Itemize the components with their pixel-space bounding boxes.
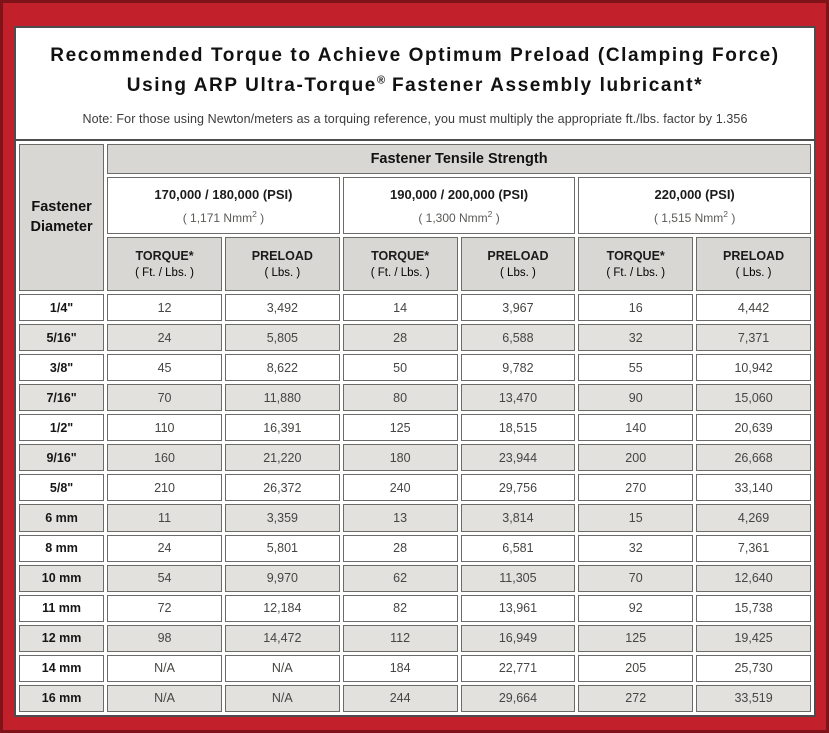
- torque-value-cell: 50: [343, 354, 458, 381]
- tensile-strength-header-row: [19, 144, 811, 174]
- title-section: [16, 28, 814, 141]
- diameter-cell: 11 mm: [19, 595, 104, 622]
- preload-value-cell: 29,756: [461, 474, 576, 501]
- preload-value-cell: 16,949: [461, 625, 576, 652]
- diameter-cell: 12 mm: [19, 625, 104, 652]
- preload-value-cell: 3,492: [225, 294, 340, 321]
- torque-value-cell: 210: [107, 474, 222, 501]
- table-row: [19, 685, 811, 712]
- table-row: [19, 354, 811, 381]
- psi-group-header-row: [19, 177, 811, 234]
- torque-value-cell: 72: [107, 595, 222, 622]
- preload-value-cell: 14,472: [225, 625, 340, 652]
- torque-table-wrap: [16, 141, 814, 715]
- preload-value-cell: 4,269: [696, 504, 811, 531]
- preload-value-cell: 22,771: [461, 655, 576, 682]
- torque-value-cell: 24: [107, 324, 222, 351]
- page-title-line1: Recommended Torque to Achieve Optimum Preload (Clamping Force): [50, 45, 780, 66]
- preload-col-header-1: PRELOAD ( Lbs. ): [225, 237, 340, 291]
- psi-group-header-1: [107, 177, 340, 234]
- preload-value-cell: 25,730: [696, 655, 811, 682]
- torque-value-cell: 55: [578, 354, 693, 381]
- torque-value-cell: 15: [578, 504, 693, 531]
- preload-value-cell: 9,782: [461, 354, 576, 381]
- torque-col-header-2: TORQUE* ( Ft. / Lbs. ): [343, 237, 458, 291]
- psi-rating-3: 220,000 (PSI): [654, 186, 735, 202]
- preload-value-cell: 13,470: [461, 384, 576, 411]
- column-header-row: [19, 237, 811, 291]
- torque-col-header-3: TORQUE* ( Ft. / Lbs. ): [578, 237, 693, 291]
- diameter-cell: 1/4": [19, 294, 104, 321]
- nmm-rating-1: ( 1,171 Nmm$^2$ ): [182, 208, 265, 225]
- table-row: [19, 444, 811, 471]
- corner-header-cell: Fastener Diameter: [19, 144, 104, 291]
- preload-value-cell: 6,581: [461, 535, 576, 562]
- table-row: [19, 474, 811, 501]
- preload-value-cell: 12,184: [225, 595, 340, 622]
- torque-col-header-1: TORQUE* ( Ft. / Lbs. ): [107, 237, 222, 291]
- torque-value-cell: 98: [107, 625, 222, 652]
- preload-value-cell: 15,060: [696, 384, 811, 411]
- preload-value-cell: 3,967: [461, 294, 576, 321]
- preload-value-cell: 5,801: [225, 535, 340, 562]
- torque-value-cell: 16: [578, 294, 693, 321]
- preload-value-cell: 26,668: [696, 444, 811, 471]
- preload-value-cell: N/A: [225, 685, 340, 712]
- torque-value-cell: 70: [578, 565, 693, 592]
- psi-rating-2: 190,000 / 200,000 (PSI): [390, 186, 529, 202]
- torque-value-cell: 28: [343, 324, 458, 351]
- preload-value-cell: 23,944: [461, 444, 576, 471]
- diameter-cell: 14 mm: [19, 655, 104, 682]
- preload-value-cell: 7,361: [696, 535, 811, 562]
- torque-value-cell: 82: [343, 595, 458, 622]
- torque-value-cell: 32: [578, 535, 693, 562]
- preload-value-cell: 7,371: [696, 324, 811, 351]
- nmm-rating-3: ( 1,515 Nmm$^2$ ): [653, 208, 736, 225]
- preload-value-cell: 33,519: [696, 685, 811, 712]
- torque-value-cell: 28: [343, 535, 458, 562]
- table-row: [19, 625, 811, 652]
- preload-value-cell: 20,639: [696, 414, 811, 441]
- torque-value-cell: 112: [343, 625, 458, 652]
- preload-value-cell: 11,305: [461, 565, 576, 592]
- preload-value-cell: N/A: [225, 655, 340, 682]
- torque-value-cell: 54: [107, 565, 222, 592]
- psi-rating-1: 170,000 / 180,000 (PSI): [154, 186, 293, 202]
- preload-value-cell: 11,880: [225, 384, 340, 411]
- preload-col-header-2: PRELOAD ( Lbs. ): [461, 237, 576, 291]
- torque-value-cell: 180: [343, 444, 458, 471]
- preload-value-cell: 8,622: [225, 354, 340, 381]
- torque-value-cell: 62: [343, 565, 458, 592]
- diameter-cell: 7/16": [19, 384, 104, 411]
- torque-value-cell: 160: [107, 444, 222, 471]
- torque-value-cell: 92: [578, 595, 693, 622]
- note-text: Note: For those using Newton/meters as a torquing reference, you must multiply the appropriate ft./lbs. factor by 1.356: [82, 112, 748, 127]
- preload-value-cell: 6,588: [461, 324, 576, 351]
- table-row: [19, 655, 811, 682]
- torque-value-cell: 70: [107, 384, 222, 411]
- psi-group-header-3: [578, 177, 811, 234]
- torque-value-cell: 200: [578, 444, 693, 471]
- diameter-cell: 16 mm: [19, 685, 104, 712]
- preload-value-cell: 4,442: [696, 294, 811, 321]
- preload-value-cell: 15,738: [696, 595, 811, 622]
- torque-value-cell: 240: [343, 474, 458, 501]
- table-row: [19, 384, 811, 411]
- diameter-cell: 5/8": [19, 474, 104, 501]
- torque-value-cell: 244: [343, 685, 458, 712]
- diameter-cell: 6 mm: [19, 504, 104, 531]
- torque-value-cell: 125: [343, 414, 458, 441]
- torque-value-cell: 24: [107, 535, 222, 562]
- preload-value-cell: 33,140: [696, 474, 811, 501]
- preload-value-cell: 10,942: [696, 354, 811, 381]
- torque-value-cell: 125: [578, 625, 693, 652]
- preload-value-cell: 3,359: [225, 504, 340, 531]
- diameter-cell: 8 mm: [19, 535, 104, 562]
- registered-trademark-mark: ®: [376, 74, 386, 87]
- torque-value-cell: N/A: [107, 655, 222, 682]
- psi-group-header-2: [343, 177, 576, 234]
- diameter-cell: 1/2": [19, 414, 104, 441]
- table-row: [19, 504, 811, 531]
- table-row: [19, 595, 811, 622]
- preload-value-cell: 9,970: [225, 565, 340, 592]
- preload-value-cell: 21,220: [225, 444, 340, 471]
- torque-value-cell: 270: [578, 474, 693, 501]
- torque-value-cell: 12: [107, 294, 222, 321]
- table-row: [19, 565, 811, 592]
- torque-value-cell: 32: [578, 324, 693, 351]
- torque-value-cell: 14: [343, 294, 458, 321]
- torque-value-cell: 140: [578, 414, 693, 441]
- nmm-rating-2: ( 1,300 Nmm$^2$ ): [418, 208, 500, 225]
- torque-value-cell: 110: [107, 414, 222, 441]
- content-panel: [14, 26, 816, 717]
- torque-value-cell: 90: [578, 384, 693, 411]
- torque-value-cell: 205: [578, 655, 693, 682]
- diameter-cell: 9/16": [19, 444, 104, 471]
- preload-value-cell: 13,961: [461, 595, 576, 622]
- tensile-strength-header: Fastener Tensile Strength: [107, 144, 811, 174]
- table-row: [19, 414, 811, 441]
- preload-value-cell: 3,814: [461, 504, 576, 531]
- preload-value-cell: 19,425: [696, 625, 811, 652]
- table-row: [19, 324, 811, 351]
- torque-value-cell: 184: [343, 655, 458, 682]
- torque-value-cell: 45: [107, 354, 222, 381]
- page-title: [16, 41, 814, 101]
- preload-value-cell: 18,515: [461, 414, 576, 441]
- preload-col-header-3: PRELOAD ( Lbs. ): [696, 237, 811, 291]
- page-title-line2: Using ARP Ultra-Torque® Fastener Assembly lubricant*: [126, 74, 704, 97]
- table-row: [19, 294, 811, 321]
- torque-value-cell: 11: [107, 504, 222, 531]
- table-row: [19, 535, 811, 562]
- torque-value-cell: 80: [343, 384, 458, 411]
- diameter-cell: 10 mm: [19, 565, 104, 592]
- torque-value-cell: 272: [578, 685, 693, 712]
- preload-value-cell: 26,372: [225, 474, 340, 501]
- torque-value-cell: 13: [343, 504, 458, 531]
- preload-value-cell: 5,805: [225, 324, 340, 351]
- preload-value-cell: 16,391: [225, 414, 340, 441]
- preload-value-cell: 12,640: [696, 565, 811, 592]
- torque-value-cell: N/A: [107, 685, 222, 712]
- diameter-cell: 5/16": [19, 324, 104, 351]
- diameter-cell: 3/8": [19, 354, 104, 381]
- preload-value-cell: 29,664: [461, 685, 576, 712]
- torque-table: [16, 141, 814, 715]
